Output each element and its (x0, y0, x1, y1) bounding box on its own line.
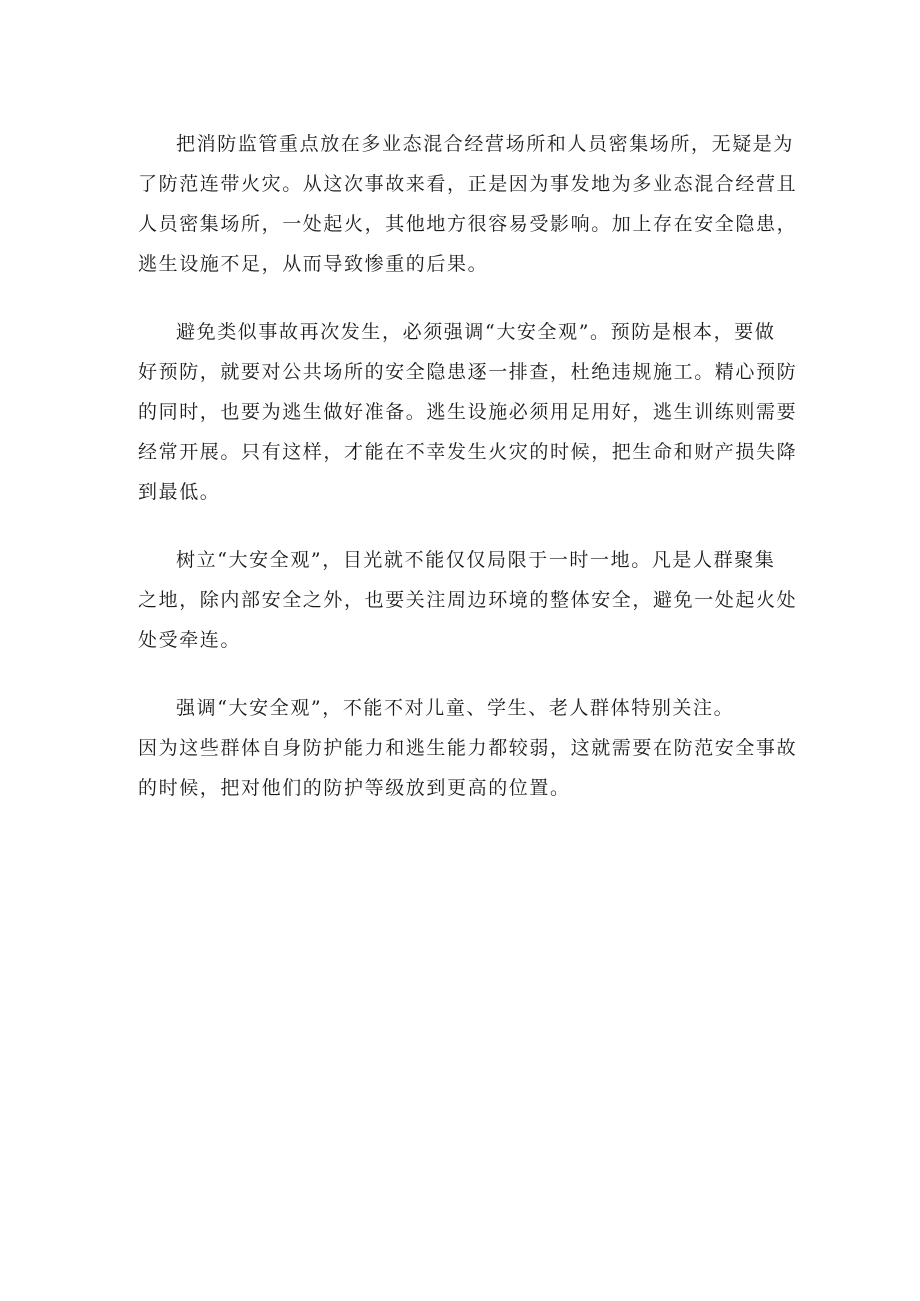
paragraph-3 (138, 540, 798, 660)
text-line: 逃生设施不足，从而导致惨重的后果。 (138, 253, 489, 275)
paragraph-4 (138, 688, 798, 808)
text-line: 的同时，也要为逃生做好准备。逃生设施必须用足用好，逃生训练则需要 (138, 401, 798, 423)
text-line: 避免类似事故再次发生，必须强调“大安全观”。预防是根本，要做 (176, 321, 776, 343)
text-line: 人员密集场所，一处起火，其他地方很容易受影响。加上存在安全隐患， (138, 213, 798, 235)
paragraph-1 (138, 124, 798, 284)
text-line: 到最低。 (138, 481, 221, 503)
text-line: 把消防监管重点放在多业态混合经营场所和人员密集场所，无疑是为 (176, 133, 795, 155)
text-line: 强调“大安全观”，不能不对儿童、学生、老人群体特别关注。 (176, 697, 735, 719)
text-line: 因为这些群体自身防护能力和逃生能力都较弱，这就需要在防范安全事故 (138, 737, 798, 759)
document-body (138, 124, 798, 836)
text-line: 经常开展。只有这样，才能在不幸发生火灾的时候，把生命和财产损失降 (138, 441, 798, 463)
text-line: 之地，除内部安全之外，也要关注周边环境的整体安全，避免一处起火处 (138, 589, 798, 611)
text-line: 了防范连带火灾。从这次事故来看，正是因为事发地为多业态混合经营且 (138, 173, 798, 195)
text-line: 处受牵连。 (138, 629, 242, 651)
text-line: 的时候，把对他们的防护等级放到更高的位置。 (138, 777, 571, 799)
text-line: 树立“大安全观”，目光就不能仅仅局限于一时一地。凡是人群聚集 (176, 549, 776, 571)
text-line: 好预防，就要对公共场所的安全隐患逐一排查，杜绝违规施工。精心预防 (138, 361, 798, 383)
paragraph-2 (138, 312, 798, 512)
